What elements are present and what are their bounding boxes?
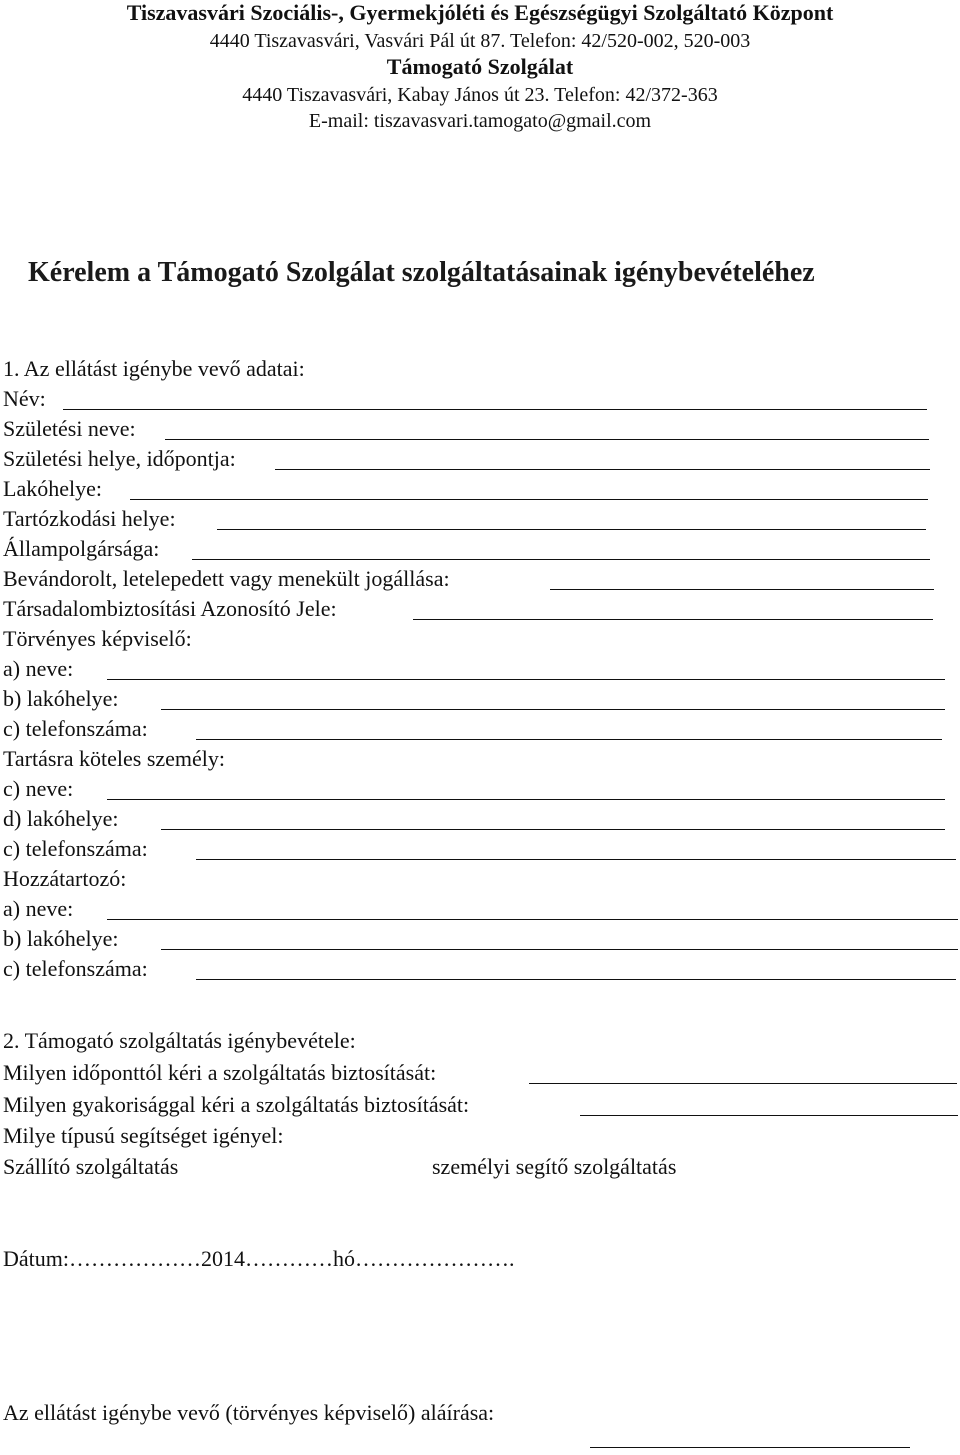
- field-name[interactable]: [3, 384, 960, 414]
- fill-line[interactable]: [192, 559, 930, 560]
- legal-rep-address[interactable]: [3, 684, 960, 714]
- form-title: Kérelem a Támogató Szolgálat szolgáltatásainak igénybevételéhez: [28, 257, 815, 288]
- legal-rep-heading: Törvényes képviselő:: [3, 626, 192, 651]
- field-label: c) telefonszáma:: [3, 956, 148, 981]
- fill-line[interactable]: [63, 409, 927, 410]
- supporter-address[interactable]: [3, 804, 960, 834]
- supporter-phone[interactable]: [3, 834, 960, 864]
- field-label: Tartózkodási helye:: [3, 506, 176, 531]
- fill-line[interactable]: [130, 499, 928, 500]
- section2-heading: 2. Támogató szolgáltatás igénybevétele:: [3, 1028, 356, 1053]
- fill-line[interactable]: [161, 949, 958, 950]
- relative-address[interactable]: [3, 924, 960, 954]
- fill-line[interactable]: [580, 1115, 958, 1116]
- field-citizenship[interactable]: [3, 534, 960, 564]
- field-label: b) lakóhelye:: [3, 686, 119, 711]
- field-label: a) neve:: [3, 656, 74, 681]
- field-label: c) telefonszáma:: [3, 716, 148, 741]
- field-birth-place-date[interactable]: [3, 444, 960, 474]
- fill-line[interactable]: [161, 709, 945, 710]
- service-email: E-mail: tiszavasvari.tamogato@gmail.com: [308, 110, 652, 132]
- signature-line[interactable]: [590, 1447, 910, 1448]
- field-label: c) telefonszáma:: [3, 836, 148, 861]
- service-address: 4440 Tiszavasvári, Kabay János út 23. Telefon: 42/372-363: [242, 84, 718, 106]
- date-line[interactable]: Dátum:………………2014…………hó………………….: [3, 1246, 515, 1271]
- field-residence[interactable]: [3, 474, 960, 504]
- organization-name: Tiszavasvári Szociális-, Gyermekjóléti és Egészségügyi Szolgáltató Központ: [126, 0, 834, 25]
- field-label: Milyen gyakorisággal kéri a szolgáltatás biztosítását:: [3, 1092, 470, 1117]
- relative-name[interactable]: [3, 894, 960, 924]
- field-label: Lakóhelye:: [3, 476, 102, 501]
- fill-line[interactable]: [161, 829, 945, 830]
- service-name: Támogató Szolgálat: [386, 54, 574, 79]
- field-label: d) lakóhelye:: [3, 806, 119, 831]
- help-type-label: Milye típusú segítséget igényel:: [3, 1123, 284, 1148]
- field-legal-status[interactable]: [3, 564, 960, 594]
- option-transport-service[interactable]: Szállító szolgáltatás: [3, 1154, 179, 1179]
- field-label: Születési helye, időpontja:: [3, 446, 236, 471]
- fill-line[interactable]: [196, 859, 956, 860]
- fill-line[interactable]: [196, 739, 942, 740]
- field-label: Társadalombiztosítási Azonosító Jele:: [3, 596, 337, 621]
- fill-line[interactable]: [107, 919, 958, 920]
- fill-line[interactable]: [217, 529, 926, 530]
- fill-line[interactable]: [550, 589, 934, 590]
- field-birth-name[interactable]: [3, 414, 960, 444]
- field-stay-place[interactable]: [3, 504, 960, 534]
- frequency-field[interactable]: [3, 1090, 960, 1120]
- signature-label: Az ellátást igénybe vevő (törvényes képviselő) aláírása:: [3, 1400, 495, 1425]
- fill-line[interactable]: [529, 1083, 957, 1084]
- field-label: Milyen időponttól kéri a szolgáltatás biztosítását:: [3, 1060, 437, 1085]
- fill-line[interactable]: [275, 469, 930, 470]
- start-date-field[interactable]: [3, 1058, 960, 1088]
- section1-heading: 1. Az ellátást igénybe vevő adatai:: [3, 356, 305, 381]
- fill-line[interactable]: [165, 439, 929, 440]
- option-personal-assistant-service[interactable]: személyi segítő szolgáltatás: [432, 1154, 677, 1179]
- organization-address: 4440 Tiszavasvári, Vasvári Pál út 87. Telefon: 42/520-002, 520-003: [209, 30, 751, 52]
- field-label: Név:: [3, 386, 46, 411]
- legal-rep-name[interactable]: [3, 654, 960, 684]
- field-label: Bevándorolt, letelepedett vagy menekült jogállása:: [3, 566, 450, 591]
- field-label: c) neve:: [3, 776, 74, 801]
- field-label: b) lakóhelye:: [3, 926, 119, 951]
- field-label: Állampolgársága:: [3, 536, 160, 561]
- relative-heading: Hozzátartozó:: [3, 866, 127, 891]
- field-taj-number[interactable]: [3, 594, 960, 624]
- supporter-heading: Tartásra köteles személy:: [3, 746, 226, 771]
- field-label: a) neve:: [3, 896, 74, 921]
- fill-line[interactable]: [107, 799, 945, 800]
- field-label: Születési neve:: [3, 416, 136, 441]
- relative-phone[interactable]: [3, 954, 960, 984]
- fill-line[interactable]: [196, 979, 956, 980]
- supporter-name[interactable]: [3, 774, 960, 804]
- fill-line[interactable]: [107, 679, 945, 680]
- legal-rep-phone[interactable]: [3, 714, 960, 744]
- fill-line[interactable]: [413, 619, 933, 620]
